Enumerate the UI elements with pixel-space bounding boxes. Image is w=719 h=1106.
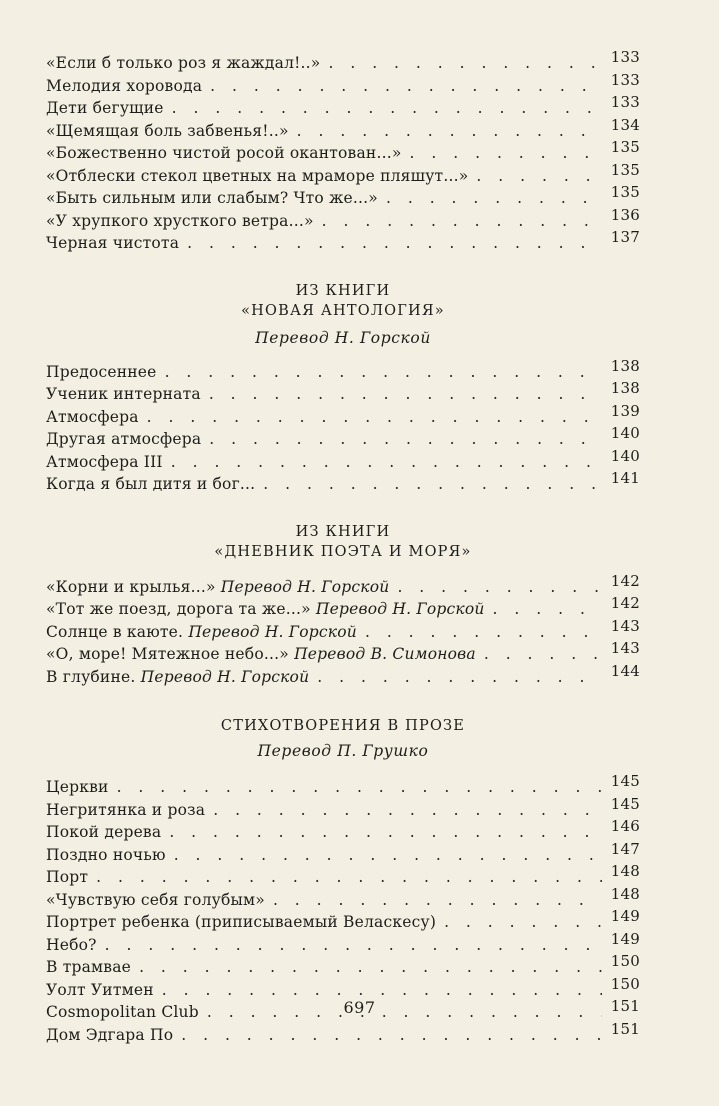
dot-leader xyxy=(169,821,602,844)
entry-page-number: 149 xyxy=(610,907,640,925)
toc-entry xyxy=(46,160,640,188)
entry-page-number: 136 xyxy=(610,205,640,224)
entry-page-number: 151 xyxy=(610,997,640,1015)
dot-leader xyxy=(209,383,602,406)
entry-page-number: 148 xyxy=(610,862,640,880)
entry-page-number: 133 xyxy=(610,93,640,111)
dot-leader xyxy=(273,889,602,912)
entry-title: Уолт Уитмен xyxy=(46,980,154,999)
dot-leader xyxy=(493,598,602,621)
entry-title: Предосеннее xyxy=(46,362,157,381)
entry-page-number: 145 xyxy=(610,794,640,813)
entry-translator-credit: Перевод Н. Горской xyxy=(188,622,357,641)
dot-leader xyxy=(410,142,602,165)
section-heading: ИЗ КНИГИ xyxy=(295,282,391,299)
entry-page-number: 140 xyxy=(610,446,640,465)
entry-page-number: 149 xyxy=(610,929,640,948)
entry-page-number: 143 xyxy=(610,639,640,657)
dot-leader xyxy=(210,75,602,98)
toc-entry xyxy=(46,93,640,120)
toc-entry xyxy=(46,469,640,496)
entry-page-number: 151 xyxy=(610,1019,640,1038)
entry-page-number: 135 xyxy=(610,138,640,156)
entry-page-number: 145 xyxy=(610,772,640,790)
entry-title: Порт xyxy=(46,868,89,886)
entry-title-text: Солнце в каюте. xyxy=(46,622,184,641)
dot-leader xyxy=(484,643,602,666)
entry-title: Дети бегущие xyxy=(46,99,164,117)
dot-leader xyxy=(263,473,602,496)
toc-section-1 xyxy=(46,48,640,255)
dot-leader xyxy=(328,52,602,75)
dot-leader xyxy=(147,406,602,429)
entry-page-number: 148 xyxy=(610,884,640,903)
dot-leader xyxy=(476,165,602,188)
dot-leader xyxy=(117,776,602,799)
entry-title: «Щемящая боль забвенья!..» xyxy=(46,121,289,140)
entry-page-number: 133 xyxy=(610,70,640,89)
entry-title xyxy=(46,621,357,644)
entry-title: «Быть сильным или слабым? Что же...» xyxy=(46,189,378,207)
toc-entry xyxy=(46,862,640,889)
toc-entry xyxy=(46,446,640,474)
toc-entry xyxy=(46,639,640,666)
entry-page-number: 138 xyxy=(610,356,640,375)
toc-entry xyxy=(46,1019,640,1047)
entry-translator-credit: Перевод Н. Горской xyxy=(140,667,310,686)
toc-entry xyxy=(46,70,640,98)
entry-page-number: 133 xyxy=(610,48,640,66)
toc-entry xyxy=(46,929,640,957)
entry-title: «Чувствую себя голубым» xyxy=(46,890,265,909)
toc-entry xyxy=(46,356,640,384)
entry-page-number: 141 xyxy=(610,469,640,487)
entry-page-number: 150 xyxy=(610,952,640,970)
entry-page-number: 150 xyxy=(610,974,640,993)
toc-entry xyxy=(46,794,640,822)
entry-title: Дом Эдгара По xyxy=(46,1025,174,1044)
dot-leader xyxy=(187,232,602,255)
entry-title: Покой дерева xyxy=(46,823,162,841)
entry-title: Мелодия хоровода xyxy=(46,76,203,95)
table-of-contents xyxy=(46,48,640,1046)
toc-entry xyxy=(46,401,640,429)
entry-title: Ученик интерната xyxy=(46,385,201,403)
toc-entry xyxy=(46,594,640,621)
dot-leader xyxy=(165,361,602,384)
toc-entry xyxy=(46,183,640,210)
entry-page-number: 135 xyxy=(610,183,640,201)
toc-entry xyxy=(46,48,640,75)
dot-leader xyxy=(174,844,602,867)
dot-leader xyxy=(297,120,602,143)
entry-page-number: 143 xyxy=(610,616,640,635)
entry-page-number: 142 xyxy=(610,571,640,590)
section-heading: ИЗ КНИГИ xyxy=(295,523,391,540)
dot-leader xyxy=(365,621,602,644)
entry-translator-credit: Перевод Н. Горской xyxy=(220,577,390,596)
toc-section-2 xyxy=(46,281,640,496)
entry-title-text: «Тот же поезд, дорога та же...» xyxy=(46,600,311,618)
dot-leader xyxy=(213,799,602,822)
entry-title: «Отблески стекол цветных на мраморе пляшут...» xyxy=(46,166,469,185)
entry-title: Негритянка и роза xyxy=(46,800,206,819)
dot-leader xyxy=(105,934,602,957)
toc-entry xyxy=(46,907,640,934)
section-translator: Перевод П. Грушко xyxy=(257,742,429,760)
dot-leader xyxy=(181,1024,602,1047)
entry-translator-credit: Перевод Н. Горской xyxy=(315,600,485,618)
toc-entry xyxy=(46,228,640,255)
dot-leader xyxy=(322,210,602,233)
entry-page-number: 142 xyxy=(610,594,640,612)
section-subheading: «ДНЕВНИК ПОЭТА И МОРЯ» xyxy=(214,543,472,560)
entry-page-number: 135 xyxy=(610,160,640,179)
toc-entry xyxy=(46,661,640,689)
dot-leader xyxy=(139,956,602,979)
entry-page-number: 138 xyxy=(610,379,640,397)
entry-title: Поздно ночью xyxy=(46,845,166,864)
entry-title xyxy=(46,598,485,621)
entry-title: Когда я был дитя и бог... xyxy=(46,475,256,493)
entry-page-number: 139 xyxy=(610,401,640,420)
entry-title: Другая атмосфера xyxy=(46,430,202,448)
entry-title: Церкви xyxy=(46,778,109,796)
toc-section-3 xyxy=(46,522,640,689)
toc-entry xyxy=(46,424,640,451)
toc-entry xyxy=(46,205,640,233)
toc-entry xyxy=(46,138,640,165)
entry-title: «Если б только роз я жаждал!..» xyxy=(46,54,321,72)
entry-page-number: 137 xyxy=(610,228,640,246)
dot-leader xyxy=(386,187,602,210)
toc-entry xyxy=(46,772,640,799)
dot-leader xyxy=(317,666,602,689)
section-heading: СТИХОТВОРЕНИЯ В ПРОЗЕ xyxy=(220,718,466,734)
dot-leader xyxy=(209,428,602,451)
entry-page-number: 140 xyxy=(610,424,640,442)
entry-title: «У хрупкого хрусткого ветра...» xyxy=(46,211,314,230)
entry-title: В трамвае xyxy=(46,958,132,976)
entry-title: «Божественно чистой росой окантован...» xyxy=(46,144,402,162)
dot-leader xyxy=(397,576,602,599)
toc-entry xyxy=(46,817,640,844)
entry-title xyxy=(46,643,476,666)
dot-leader xyxy=(444,911,602,934)
entry-title xyxy=(46,576,389,599)
entry-page-number: 144 xyxy=(610,661,640,680)
entry-title: Черная чистота xyxy=(46,234,180,252)
entry-title xyxy=(46,666,309,689)
toc-entry xyxy=(46,115,640,143)
entry-page-number: 147 xyxy=(610,839,640,858)
entry-title-text: В глубине. xyxy=(46,667,136,686)
entry-title: Атмосфера III xyxy=(46,452,163,471)
section-translator: Перевод Н. Горской xyxy=(255,328,431,347)
toc-entry xyxy=(46,379,640,406)
entry-title-text: «Корни и крылья...» xyxy=(46,577,216,596)
toc-entry xyxy=(46,571,640,599)
dot-leader xyxy=(172,97,602,120)
page-number: 697 xyxy=(343,998,376,1017)
toc-entry xyxy=(46,952,640,979)
toc-entry xyxy=(46,884,640,912)
toc-entry xyxy=(46,839,640,867)
dot-leader xyxy=(96,866,602,889)
entry-title: Атмосфера xyxy=(46,407,139,426)
dot-leader xyxy=(171,451,602,474)
toc-section-4 xyxy=(46,716,640,1046)
entry-translator-credit: Перевод В. Симонова xyxy=(294,645,476,663)
section-subheading: «НОВАЯ АНТОЛОГИЯ» xyxy=(241,302,445,319)
entry-page-number: 134 xyxy=(610,115,640,134)
entry-title: Небо? xyxy=(46,935,97,954)
entry-title: Cosmopolitan Club xyxy=(46,1003,199,1021)
entry-page-number: 146 xyxy=(610,817,640,835)
entry-title-text: «О, море! Мятежное небо...» xyxy=(46,645,289,663)
toc-entry xyxy=(46,616,640,644)
entry-title: Портрет ребенка (приписываемый Веласкесу) xyxy=(46,913,437,931)
